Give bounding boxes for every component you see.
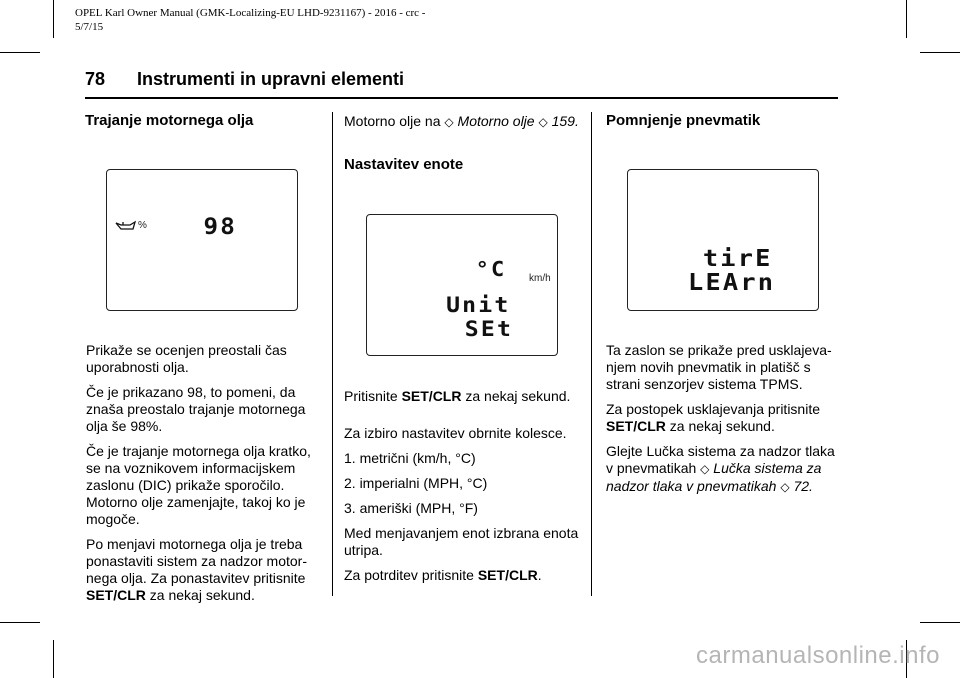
paragraph: Pritisnite SET/CLR za nekaj sekund. [344, 388, 571, 404]
page-number: 78 [85, 69, 106, 89]
unit-temperature: °C [475, 257, 507, 281]
cross-reference-link[interactable]: Lučka sistema za nadzor tlaka v pnevmatikah [606, 460, 822, 494]
crop-mark [0, 622, 40, 623]
section-heading-unit-setting: Nastavitev enote [344, 156, 464, 173]
display-line-2: LEArn [688, 270, 776, 296]
set-clr-button-label: SET/CLR [86, 587, 146, 603]
section-heading-tire-learn: Pomnjenje pnevmatik [606, 112, 761, 129]
list-item: 1. metrični (km/h, °C) [344, 450, 476, 466]
paragraph: Za izbiro nastavitev obrnite kolesce. [344, 425, 567, 441]
cross-reference-link[interactable]: Motorno olje [457, 113, 535, 129]
crop-mark [920, 52, 960, 53]
set-clr-button-label: SET/CLR [401, 388, 462, 404]
header-line-1: OPEL Karl Owner Manual (GMK-Localizing-EU LHD-9231167) - 2016 - crc - [75, 7, 426, 19]
oil-can-icon [115, 220, 137, 232]
page-reference: 72 [793, 478, 810, 494]
display-line-1: tirE [702, 246, 773, 272]
list-item: 3. ameriški (MPH, °F) [344, 500, 478, 516]
unit-setting-text [344, 388, 584, 592]
crop-mark [906, 0, 907, 38]
reference-arrow-icon: ◇ [700, 462, 710, 476]
header-line-2: 5/7/15 [75, 21, 104, 33]
paragraph: Po menjavi motornega olja je treba ponastaviti sistem za nadzor motor-nega olja. Za ponastavitev pritisnite SET/CLR za nekaj sekund. [86, 536, 307, 603]
oil-life-display [106, 169, 298, 311]
watermark: carmanualsonline.info [696, 642, 940, 669]
tire-learn-display [627, 169, 819, 311]
unit-speed: km/h [529, 273, 551, 284]
reference-arrow-icon: ◇ [538, 115, 548, 129]
oil-life-value: 98 [203, 215, 238, 240]
reference-arrow-icon: ◇ [444, 115, 454, 129]
display-line-2: SEt [464, 317, 514, 341]
column-divider [332, 112, 333, 596]
document-header [75, 6, 515, 34]
chapter-title: Instrumenti in upravni elementi [137, 69, 405, 89]
crop-mark [53, 0, 54, 38]
set-clr-button-label: SET/CLR [477, 567, 538, 583]
paragraph: Če je trajanje motornega olja kratko, se na voznikovem informacijskem zaslonu (DIC) prikaže sporočilo. Motorno olje zamenjajte, takoj ko je mogoče. [86, 443, 311, 527]
paragraph: Glejte Lučka sistema za nadzor tlaka v pnevmatikah ◇ Lučka sistema za nadzor tlaka v pnevmatikah ◇ 72. [606, 443, 835, 494]
paragraph: Za postopek usklajevanja pritisnite SET/CLR za nekaj sekund. [606, 401, 821, 434]
oil-life-text [86, 342, 322, 612]
tire-learn-text [606, 342, 842, 504]
crop-mark [53, 640, 54, 678]
oil-reference: Motorno olje na ◇ Motorno olje ◇ 159. [344, 113, 579, 129]
paragraph: Med menjavanjem enot izbrana enota utripa. [344, 525, 579, 558]
paragraph: Prikaže se ocenjen preostali čas uporabnosti olja. [86, 342, 287, 375]
percent-sign: % [138, 220, 147, 231]
page-reference: 159 [551, 113, 575, 129]
paragraph: Za potrditev pritisnite SET/CLR. [344, 567, 542, 583]
section-heading-oil-life: Trajanje motornega olja [85, 112, 254, 129]
set-clr-button-label: SET/CLR [606, 418, 666, 434]
unit-setting-display [366, 214, 558, 356]
paragraph: Če je prikazano 98, to pomeni, da znaša preostalo trajanje motornega olja še 98%. [86, 384, 306, 434]
paragraph: Ta zaslon se prikaže pred usklajeva-njem novih pnevmatik in platišč s strani senzorjev sistema TPMS. [606, 342, 832, 392]
list-item: 2. imperialni (MPH, °C) [344, 475, 488, 491]
crop-mark [920, 622, 960, 623]
column-divider [591, 112, 592, 596]
crop-mark [0, 52, 40, 53]
header-rule [85, 97, 838, 99]
display-line-1: Unit [446, 293, 511, 317]
reference-arrow-icon: ◇ [780, 480, 790, 494]
